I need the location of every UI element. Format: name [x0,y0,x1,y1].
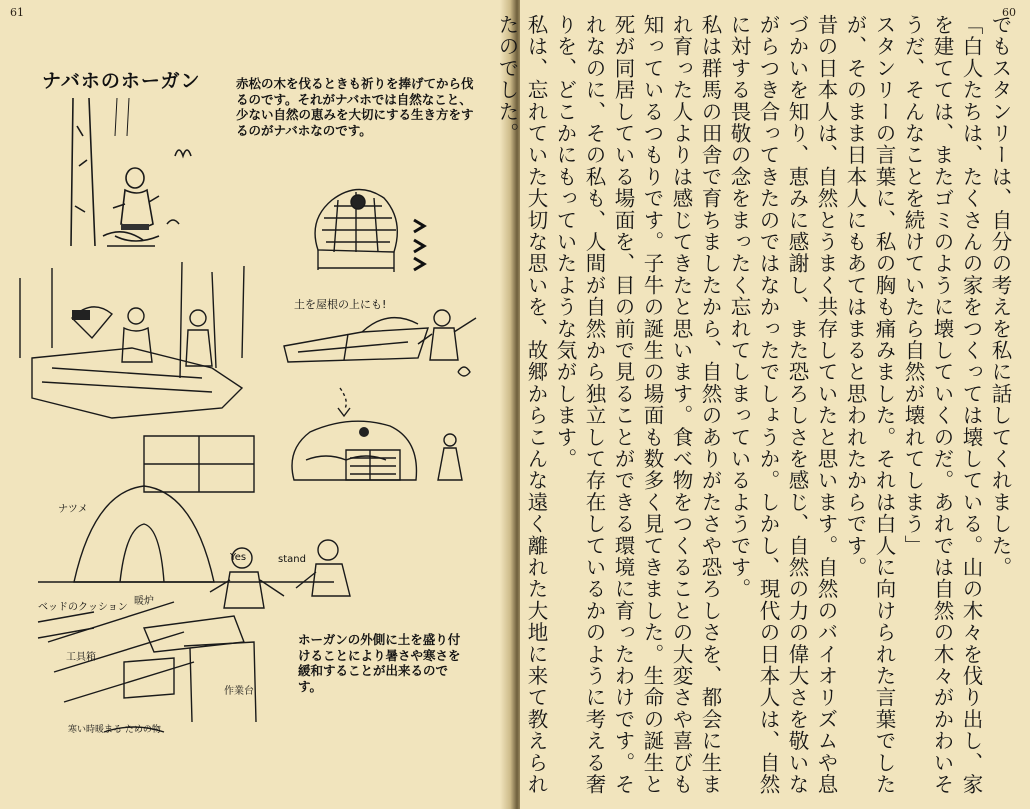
paragraph-5: 私は群馬の田舎で育ちましたから、自然のありがたさや恐ろしさを、都会に生まれ育った人よりは感じてきたと思います。食べ物をつくることの大変さや喜びも知っているつもりです。子牛の誕生の場面も数多く見てきました。生命の誕生と死が同居している場面を、目の前で見ることができる環境に育ったわけです。それなのに、その私も、人間が自然から独立して存在しているかのように考える奢りを、どこかにもっていたような気がします。 [553,14,722,796]
sketch-note-workbench: 作業台 [224,686,254,697]
hogan-frame-sketch [298,180,438,280]
page-number-right: 60 [1002,6,1016,19]
caption-bottom: ホーガンの外側に土を盛り付けることにより暑さや寒さを緩和することが出来るのです。 [298,632,461,694]
caption-top: 赤松の木を伐るときも祈りを捧げてから伐るのです。それがナバホでは自然なこと、少ない自然の恵みを大切にする生き方をするのがナバホなのです。 [236,76,474,138]
paragraph-4: 昔の日本人は、自然とうまく共存していたと思います。自然のバイオリズムや息づかいを知り、恵みに感謝し、また恐ろしさを感じ、自然の力の偉大さを敬いながらつき合ってきたのではなかったでしょうか。しかし、現代の日本人は、自然に対する畏敬の念をまったく忘れてしまっているようです。 [727,14,838,796]
vertical-body-text [492,14,1014,804]
paragraph-3: スタンリーの言葉に、私の胸も痛みました。それは白人に向けられた言葉でしたが、そのまま日本人にもあてはまると思われたからです。 [843,14,896,796]
paragraph-1: でもスタンリーは、自分の考えを私に話してくれました。 [988,14,1012,579]
paragraph-2: 「白人たちは、たくさんの家をつくっては壊している。山の木々を伐り出し、家を建てては、またゴミのように壊していくのだ。あれでは自然の木々がかわいそうだ、そんなことを続けていたら自然が壊れてしまう」 [901,14,983,796]
right-page [495,0,1030,809]
praying-man-sketch [55,96,205,256]
sketch-note-toolbox: 工具箱 [66,652,96,663]
building-hogan-sketch [12,258,272,428]
illustration-title: ナバホのホーガン [42,70,201,92]
sketch-note-warming: 寒い時暖まる ための物 [68,725,161,735]
sketch-note-date: ナツメ [58,504,88,515]
sketch-note-stand: stand [278,554,306,565]
hogan-interior-sketch [34,432,364,772]
sketch-note-fireplace: 暖炉 [134,596,154,607]
page-number-left: 61 [10,6,24,19]
earth-on-roof-sketch [278,288,488,388]
sketch-note-bed: ベッドのクッション [38,602,128,613]
sketch-note-earth-roof: 土を屋根の上にも! [294,298,387,311]
left-page [0,0,513,809]
paragraph-6: 私は、忘れていた大切な思いを、故郷からこんな遠く離れた大地に来て教えられたのでした。 [495,14,548,796]
sketch-note-yes: Yes [230,552,247,563]
